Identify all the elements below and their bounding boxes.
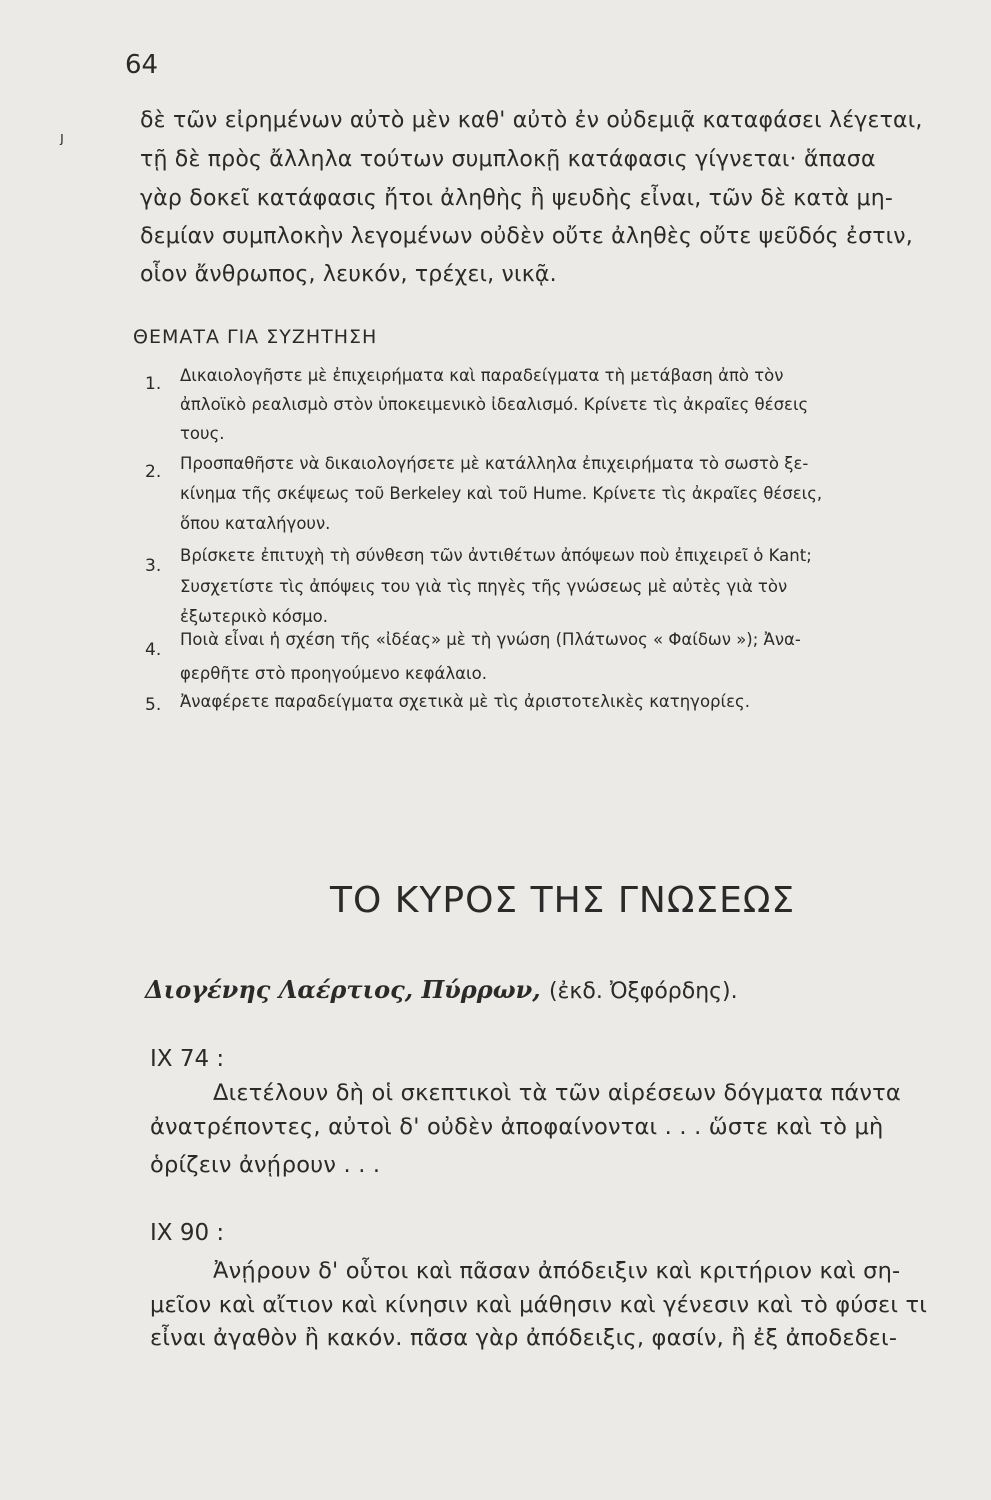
topic-line: Βρίσκετε ἐπιτυχὴ τὴ σύνθεση τῶν ἀντιθέτων ἀπόψεων ποὺ ἐπιχειρεῖ ὁ Kant; — [180, 546, 812, 565]
margin-mark: ȷ — [60, 130, 64, 146]
section-heading: ΘΕΜΑΤΑ ΓΙΑ ΣΥΖΗΤΗΣΗ — [133, 326, 378, 348]
topic-number: 4. — [145, 640, 162, 660]
topic-line: Προσπαθῆστε νὰ δικαιολογήσετε μὲ κατάλληλα ἐπιχειρήματα τὸ σωστὸ ξε- — [180, 454, 809, 473]
passage-line: ἀνατρέποντες, αὐτοὶ δ' οὐδὲν ἀποφαίνονται . . . ὥστε καὶ τὸ μὴ — [150, 1114, 884, 1140]
topic-number: 5. — [145, 695, 162, 715]
intro-line: τῇ δὲ πρὸς ἄλληλα τούτων συμπλοκῇ κατάφασις γίγνεται· ἅπασα — [140, 147, 876, 172]
passage-line: μεῖον καὶ αἴτιον καὶ κίνησιν καὶ μάθησιν καὶ γένεσιν καὶ τὸ φύσει τι — [150, 1292, 928, 1318]
source-edition: (ἐκδ. Ὀξφόρδης). — [548, 979, 738, 1004]
page-number: 64 — [125, 50, 159, 80]
passage-reference: IX 74 : — [150, 1046, 225, 1072]
topic-number: 1. — [145, 374, 162, 394]
passage-reference: IX 90 : — [150, 1220, 225, 1246]
chapter-title: ΤΟ ΚΥΡΟΣ ΤΗΣ ΓΝΩΣΕΩΣ — [330, 880, 796, 921]
topic-line: Ποιὰ εἶναι ἡ σχέση τῆς «ἰδέας» μὲ τὴ γνώση (Πλάτωνος « Φαίδων »); Ἀνα- — [180, 630, 801, 649]
source-citation — [145, 975, 738, 1004]
intro-line: δὲ τῶν εἰρημένων αὐτὸ μὲν καθ' αὐτὸ ἐν οὐδεμιᾷ καταφάσει λέγεται, — [140, 108, 923, 133]
topic-line: ἀπλοϊκὸ ρεαλισμὸ στὸν ὑποκειμενικὸ ἰδεαλισμό. Κρίνετε τὶς ἀκραῖες θέσεις — [180, 395, 809, 414]
topic-number: 2. — [145, 462, 162, 482]
topic-line: κίνημα τῆς σκέψεως τοῦ Berkeley καὶ τοῦ Hume. Κρίνετε τὶς ἀκραῖες θέσεις, — [180, 484, 823, 503]
intro-line: οἷον ἄνθρωπος, λευκόν, τρέχει, νικᾷ. — [140, 262, 557, 287]
topic-line: ἐξωτερικὸ κόσμο. — [180, 607, 329, 626]
passage-line: εἶναι ἀγαθὸν ἢ κακόν. πᾶσα γὰρ ἀπόδειξις, φασίν, ἢ ἐξ ἀποδεδει- — [150, 1325, 898, 1351]
topic-line: τους. — [180, 424, 225, 443]
source-author: Διογένης Λαέρτιος, Πύρρων, — [145, 975, 541, 1004]
topic-line: Δικαιολογῆστε μὲ ἐπιχειρήματα καὶ παραδείγματα τὴ μετάβαση ἀπὸ τὸν — [180, 366, 784, 385]
topic-line: Ἀναφέρετε παραδείγματα σχετικὰ μὲ τὶς ἀριστοτελικὲς κατηγορίες. — [180, 692, 750, 711]
passage-line: ὁρίζειν ἀνῄρουν . . . — [150, 1152, 381, 1178]
passage-line: Ἀνῄρουν δ' οὗτοι καὶ πᾶσαν ἀπόδειξιν καὶ κριτήριον καὶ ση- — [213, 1258, 901, 1284]
topic-line: φερθῆτε στὸ προηγούμενο κεφάλαιο. — [180, 664, 487, 683]
intro-line: γὰρ δοκεῖ κατάφασις ἤτοι ἀληθὴς ἢ ψευδὴς εἶναι, τῶν δὲ κατὰ μη- — [140, 186, 893, 211]
topic-line: Συσχετίστε τὶς ἀπόψεις του γιὰ τὶς πηγὲς τῆς γνώσεως μὲ αὐτὲς γιὰ τὸν — [180, 577, 788, 596]
topic-number: 3. — [145, 556, 162, 576]
passage-line: Διετέλουν δὴ οἱ σκεπτικοὶ τὰ τῶν αἱρέσεων δόγματα πάντα — [213, 1080, 901, 1106]
topic-line: ὅπου καταλήγουν. — [180, 514, 331, 533]
intro-line: δεμίαν συμπλοκὴν λεγομένων οὐδὲν οὔτε ἀληθὲς οὔτε ψεῦδός ἐστιν, — [140, 224, 913, 249]
